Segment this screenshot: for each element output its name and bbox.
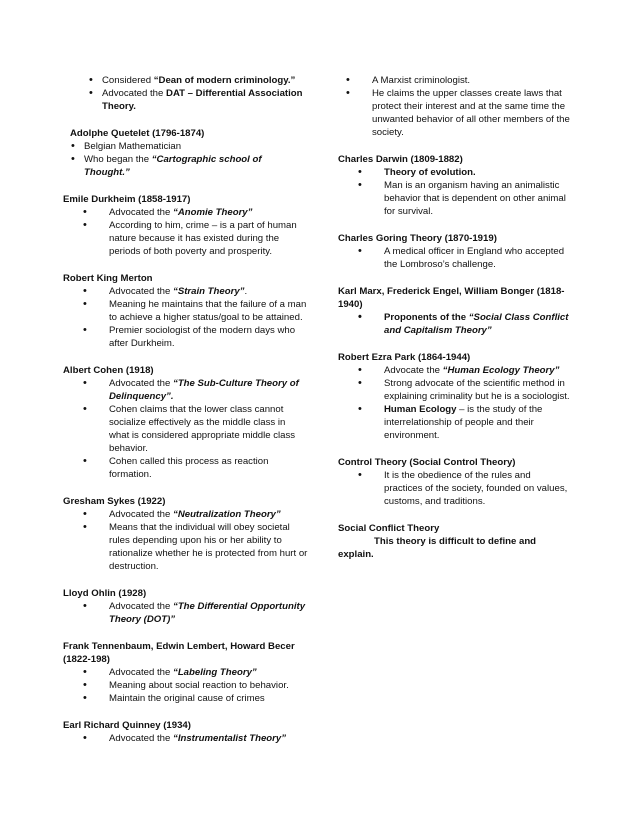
conflict-text: This theory is difficult to define and	[374, 536, 537, 547]
list-item: • Premier sociologist of the modern days who after Durkheim.	[63, 324, 308, 350]
list-item: • Advocated the “The Differential Opportunity Theory (DOT)”	[63, 600, 308, 626]
list-item: • Belgian Mathematician	[58, 140, 308, 153]
park-section	[338, 351, 570, 442]
list-item: • Advocated the DAT – Differential Association Theory.	[76, 87, 308, 113]
section-heading: Earl Richard Quinney (1934)	[63, 720, 191, 731]
section-heading: Karl Marx, Frederick Engel, William Bonger (1818-1940)	[338, 286, 565, 310]
section-heading: Gresham Sykes (1922)	[63, 496, 166, 507]
intro-section-left	[76, 74, 308, 113]
list-item: • Man is an organism having an animalistic behavior that is dependent on other animal for survival.	[338, 179, 570, 218]
list-item: • Maintain the original cause of crimes	[63, 692, 308, 705]
list-item: • Cohen claims that the lower class cannot socialize effectively as the middle class in what is considered appropriate middle class behavior.	[63, 403, 308, 455]
left-column	[63, 74, 308, 759]
section-heading: Emile Durkheim (1858-1917)	[63, 194, 191, 205]
list-item: • Advocated the “Anomie Theory”	[63, 206, 308, 219]
section-heading: Charles Goring Theory (1870-1919)	[338, 233, 497, 244]
list-item: • Advocate the “Human Ecology Theory”	[338, 364, 570, 377]
section-heading: Social Conflict Theory	[338, 523, 440, 534]
list-item: • According to him, crime – is a part of human nature because it has existed during the periods of both poverty and prosperity.	[63, 219, 308, 258]
conflict-text-cont: explain.	[338, 549, 374, 560]
list-item: • Theory of evolution.	[338, 166, 570, 179]
section-heading: Charles Darwin (1809-1882)	[338, 154, 463, 165]
quinney-section	[63, 719, 308, 745]
list-item: • A medical officer in England who accepted the Lombroso’s challenge.	[338, 245, 570, 271]
list-item: • Advocated the “Neutralization Theory”	[63, 508, 308, 521]
list-item: • Advocated the “The Sub-Culture Theory of Delinquency”.	[63, 377, 308, 403]
intro-section-right	[338, 74, 570, 139]
marx-section	[338, 285, 570, 337]
list-item: • Considered “Dean of modern criminology.”	[76, 74, 308, 87]
list-item: • Meaning about social reaction to behavior.	[63, 679, 308, 692]
list-item: • A Marxist criminologist.	[326, 74, 570, 87]
right-column	[338, 74, 570, 575]
section-heading: Robert Ezra Park (1864-1944)	[338, 352, 471, 363]
conflict-section	[338, 522, 570, 561]
list-item: • Means that the individual will obey societal rules depending upon his or her ability to rationalize whether he is protected from hurt or destruction.	[63, 521, 308, 573]
list-item: • Advocated the “Strain Theory”.	[63, 285, 308, 298]
list-item: • It is the obedience of the rules and practices of the society, founded on values, customs, and traditions.	[338, 469, 570, 508]
merton-section	[63, 272, 308, 350]
cohen-section	[63, 364, 308, 481]
ohlin-section	[63, 587, 308, 626]
goring-section	[338, 232, 570, 271]
darwin-section	[338, 153, 570, 218]
control-section	[338, 456, 570, 508]
list-item: • Meaning he maintains that the failure of a man to achieve a higher status/goal to be attained.	[63, 298, 308, 324]
list-item: • Advocated the “Instrumentalist Theory”	[63, 732, 308, 745]
section-heading: Albert Cohen (1918)	[63, 365, 154, 376]
list-item: • Proponents of the “Social Class Conflict and Capitalism Theory”	[338, 311, 570, 337]
tennenbaum-section	[63, 640, 308, 705]
sykes-section	[63, 495, 308, 573]
quetelet-section	[70, 127, 308, 179]
list-item: • Cohen called this process as reaction formation.	[63, 455, 308, 481]
section-heading: Frank Tennenbaum, Edwin Lembert, Howard Becer (1822-198)	[63, 641, 295, 665]
section-heading: Adolphe Quetelet (1796-1874)	[70, 128, 205, 139]
section-heading: Lloyd Ohlin (1928)	[63, 588, 147, 599]
list-item: • Human Ecology – is the study of the interrelationship of people and their environment.	[338, 403, 570, 442]
list-item: • Who began the “Cartographic school of Thought.”	[58, 153, 308, 179]
list-item: • He claims the upper classes create laws that protect their interest and at the same time the unwanted behavior of all other members of the society.	[326, 87, 570, 139]
list-item: • Advocated the “Labeling Theory”	[63, 666, 308, 679]
section-heading: Control Theory (Social Control Theory)	[338, 457, 516, 468]
section-heading: Robert King Merton	[63, 273, 153, 284]
list-item: • Strong advocate of the scientific method in explaining criminality but he is a sociologist.	[338, 377, 570, 403]
durkheim-section	[63, 193, 308, 258]
